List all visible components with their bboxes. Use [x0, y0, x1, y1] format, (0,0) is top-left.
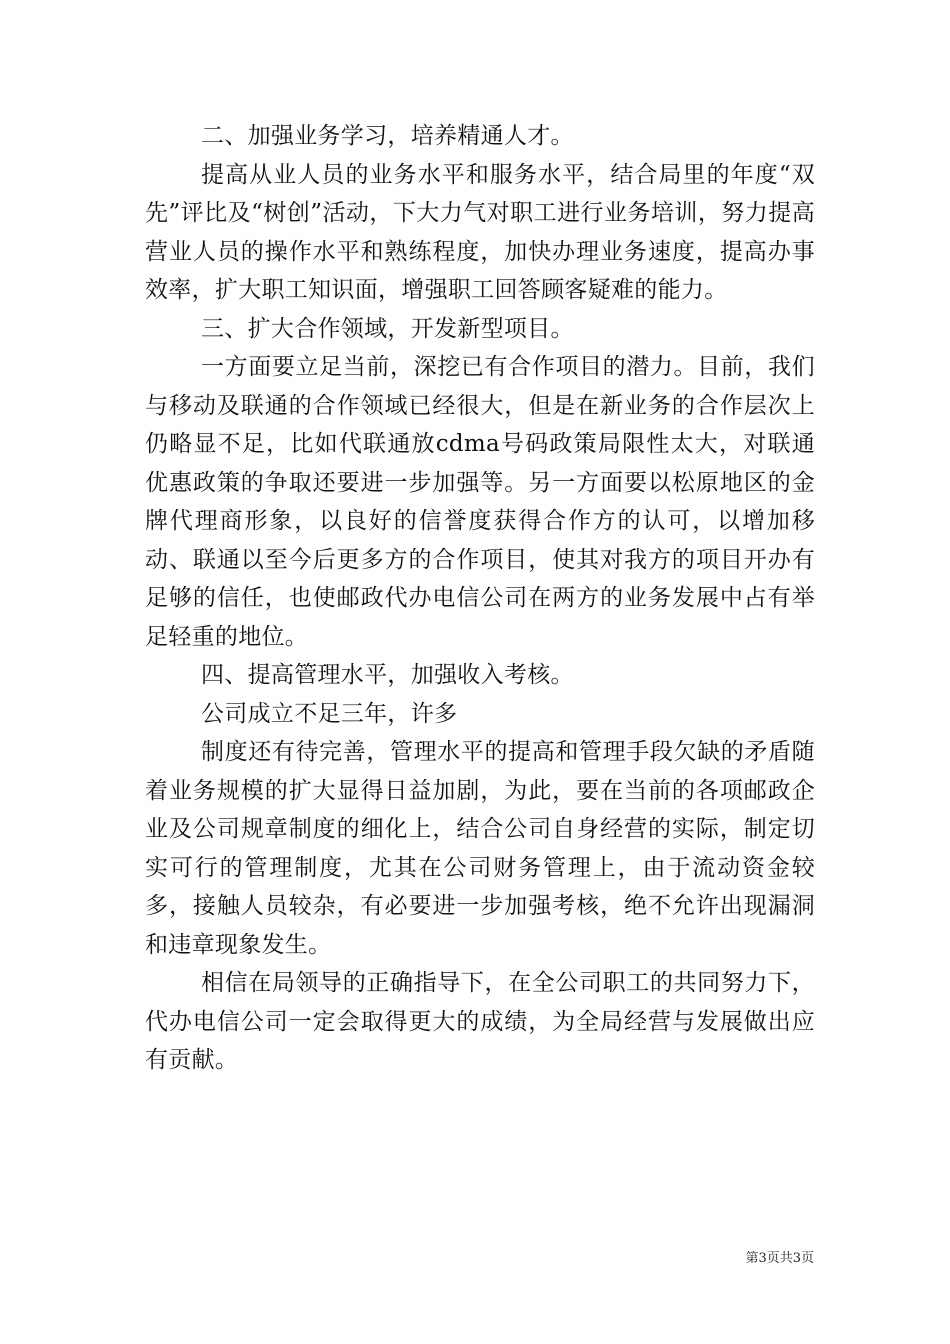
- section-heading-2: 二、加强业务学习，培养精通人才。: [201, 123, 574, 149]
- paragraph-conclusion: 相信在局领导的正确指导下，在全公司职工的共同努力下，代办电信公司一定会取得更大的成绩，为全局经营与发展做出应有贡献。: [145, 970, 815, 1073]
- section-heading-3: 三、扩大合作领域，开发新型项目。: [201, 315, 574, 342]
- section-heading-4: 四、提高管理水平，加强收入考核。: [201, 662, 574, 688]
- paragraph-cooperation: 一方面要立足当前，深挖已有合作项目的潜力。目前，我们与移动及联通的合作领域已经很大，但是在新业务的合作层次上仍略显不足，比如代联通放cdma号码政策局限性太大，对联通优惠政策的争取还要进一步加强等。另一方面要以松原地区的金牌代理商形象，以良好的信誉度获得合作方的认可，以增加移动、联通以至今后更多方的合作项目，使其对我方的项目开办有足够的信任，也使邮政代办电信公司在两方的业务发展中占有举足轻重的地位。: [145, 354, 815, 650]
- document-body: [145, 117, 815, 1080]
- paragraph-training: 提高从业人员的业务水平和服务水平，结合局里的年度“双先”评比及“树创”活动，下大力气对职工进行业务培训，努力提高营业人员的操作水平和熟练程度，加快办理业务速度，提高办事效率，扩大职工知识面，增强职工回答顾客疑难的能力。: [145, 161, 815, 303]
- paragraph-company-intro: 公司成立不足三年，许多: [201, 700, 458, 727]
- page-number: 第3页共3页: [745, 1251, 814, 1266]
- paragraph-management: 制度还有待完善，管理水平的提高和管理手段欠缺的矛盾随着业务规模的扩大显得日益加剧，为此，要在当前的各项邮政企业及公司规章制度的细化上，结合公司自身经营的实际，制定切实可行的管理制度，尤其在公司财务管理上，由于流动资金较多，接触人员较杂，有必要进一步加强考核，绝不允许出现漏洞和违章现象发生。: [145, 739, 815, 958]
